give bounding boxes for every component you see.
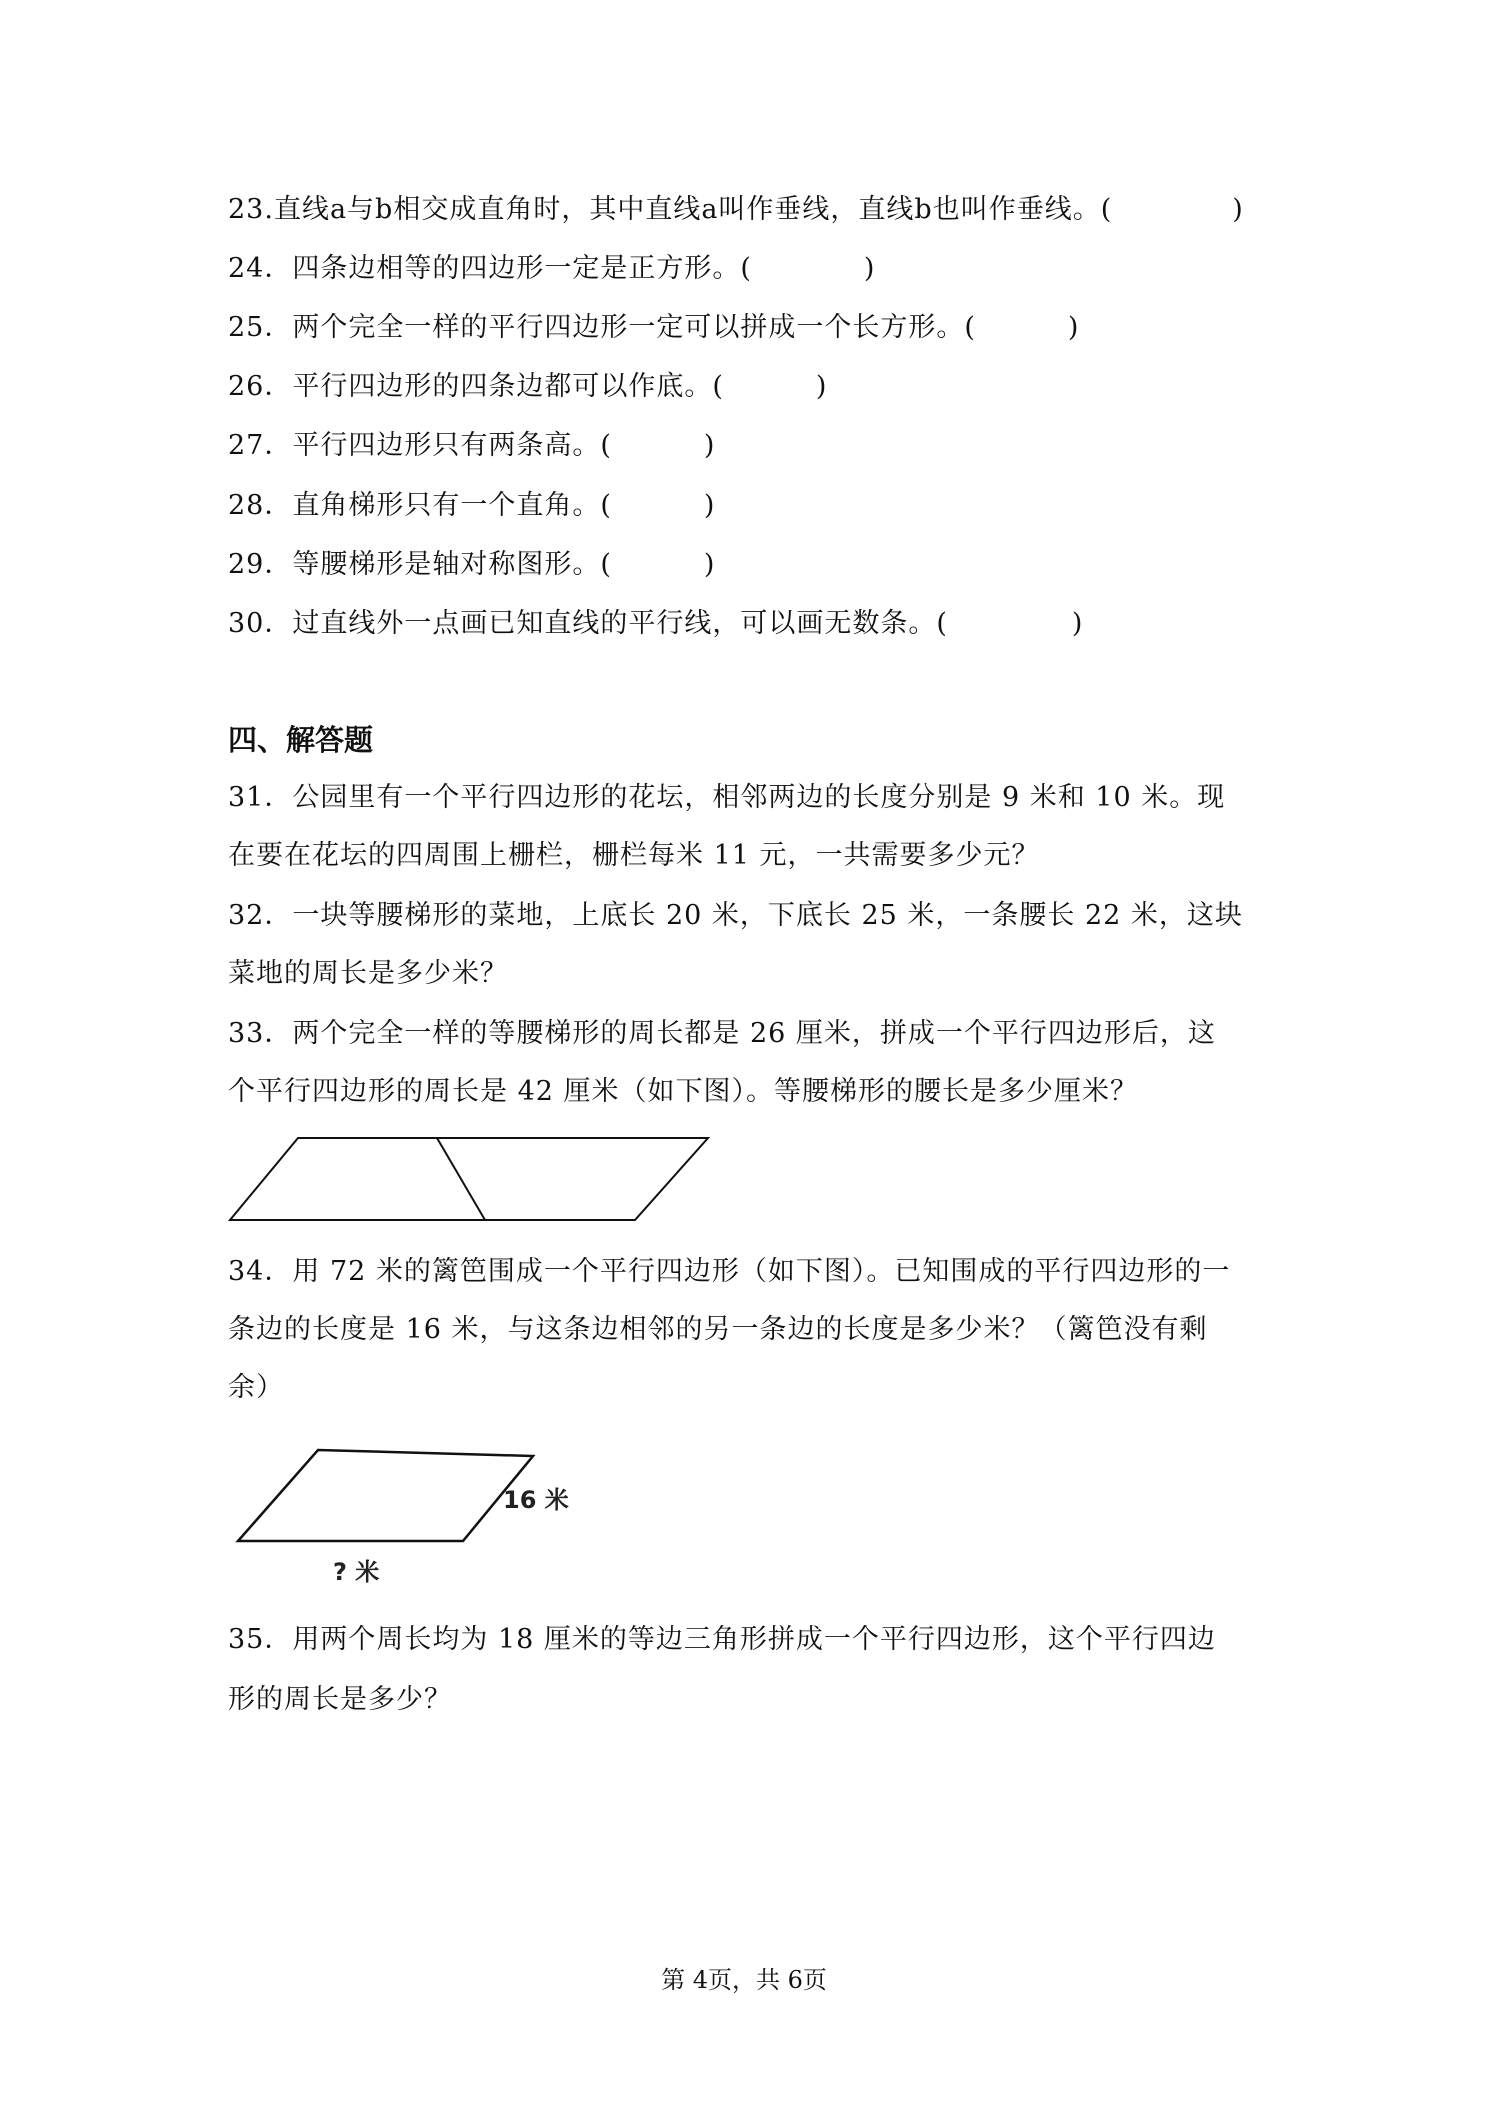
base-length-label: ? 米 — [333, 1558, 380, 1586]
question-23 — [228, 190, 1244, 230]
parallelogram-outline — [238, 1450, 533, 1541]
question-28 — [228, 486, 715, 526]
question-32-line-1: 32．一块等腰梯形的菜地，上底长 20 米，下底长 25 米，一条腰长 22 米，这块 — [228, 900, 1243, 931]
parallelogram-outline — [230, 1138, 708, 1220]
answer-bracket-close: ) — [703, 430, 716, 461]
question-27-text: 27．平行四边形只有两条高。( — [228, 430, 612, 461]
parallelogram-figure-q33 — [225, 1128, 725, 1228]
question-35-line-2: 形的周长是多少？ — [228, 1684, 452, 1715]
answer-bracket-close: ) — [1071, 608, 1084, 639]
question-31-line-2: 在要在花坛的四周围上栅栏，栅栏每米 11 元，一共需要多少元？ — [228, 840, 1040, 871]
answer-bracket-close: ) — [1232, 194, 1244, 225]
answer-bracket-close: ) — [703, 549, 716, 580]
side-length-label: 16 米 — [503, 1486, 569, 1514]
question-34-line-2: 条边的长度是 16 米，与这条边相邻的另一条边的长度是多少米？（篱笆没有剩 — [228, 1314, 1208, 1345]
question-30-text: 30．过直线外一点画已知直线的平行线，可以画无数条。( — [228, 608, 948, 639]
parallelogram-figure-q34 — [228, 1440, 588, 1590]
question-26 — [228, 367, 827, 407]
question-31-line-1: 31．公园里有一个平行四边形的花坛，相邻两边的长度分别是 9 米和 10 米。现 — [228, 782, 1226, 813]
question-28-text: 28．直角梯形只有一个直角。( — [228, 490, 612, 521]
question-24-text: 24．四条边相等的四边形一定是正方形。( — [228, 253, 752, 284]
question-34-line-1: 34．用 72 米的篱笆围成一个平行四边形（如下图）。已知围成的平行四边形的一 — [228, 1256, 1231, 1287]
section-title: 四、解答题 — [228, 723, 374, 757]
question-34-line-3: 余） — [228, 1372, 284, 1403]
question-29-text: 29．等腰梯形是轴对称图形。( — [228, 549, 612, 580]
answer-bracket-close: ) — [815, 371, 828, 402]
question-25 — [228, 308, 1079, 348]
question-24 — [228, 249, 875, 289]
question-33-line-2: 个平行四边形的周长是 42 厘米（如下图）。等腰梯形的腰长是多少厘米？ — [228, 1076, 1139, 1107]
page-number: 第 4页，共 6页 — [661, 1966, 827, 1994]
question-26-text: 26．平行四边形的四条边都可以作底。( — [228, 371, 724, 402]
question-25-text: 25．两个完全一样的平行四边形一定可以拼成一个长方形。( — [228, 312, 976, 343]
answer-bracket-close: ) — [863, 253, 876, 284]
question-29 — [228, 545, 715, 585]
question-35-line-1: 35．用两个周长均为 18 厘米的等边三角形拼成一个平行四边形，这个平行四边 — [228, 1624, 1216, 1655]
answer-bracket-close: ) — [1067, 312, 1080, 343]
question-32-line-2: 菜地的周长是多少米？ — [228, 958, 508, 989]
question-27 — [228, 426, 715, 466]
question-23-text: 23.直线a与b相交成直角时，其中直线a叫作垂线，直线b也叫作垂线。( — [228, 194, 1113, 225]
answer-bracket-close: ) — [703, 490, 716, 521]
question-33-line-1: 33．两个完全一样的等腰梯形的周长都是 26 厘米，拼成一个平行四边形后，这 — [228, 1018, 1216, 1049]
trapezoid-divider — [437, 1138, 485, 1220]
question-30 — [228, 604, 1083, 644]
